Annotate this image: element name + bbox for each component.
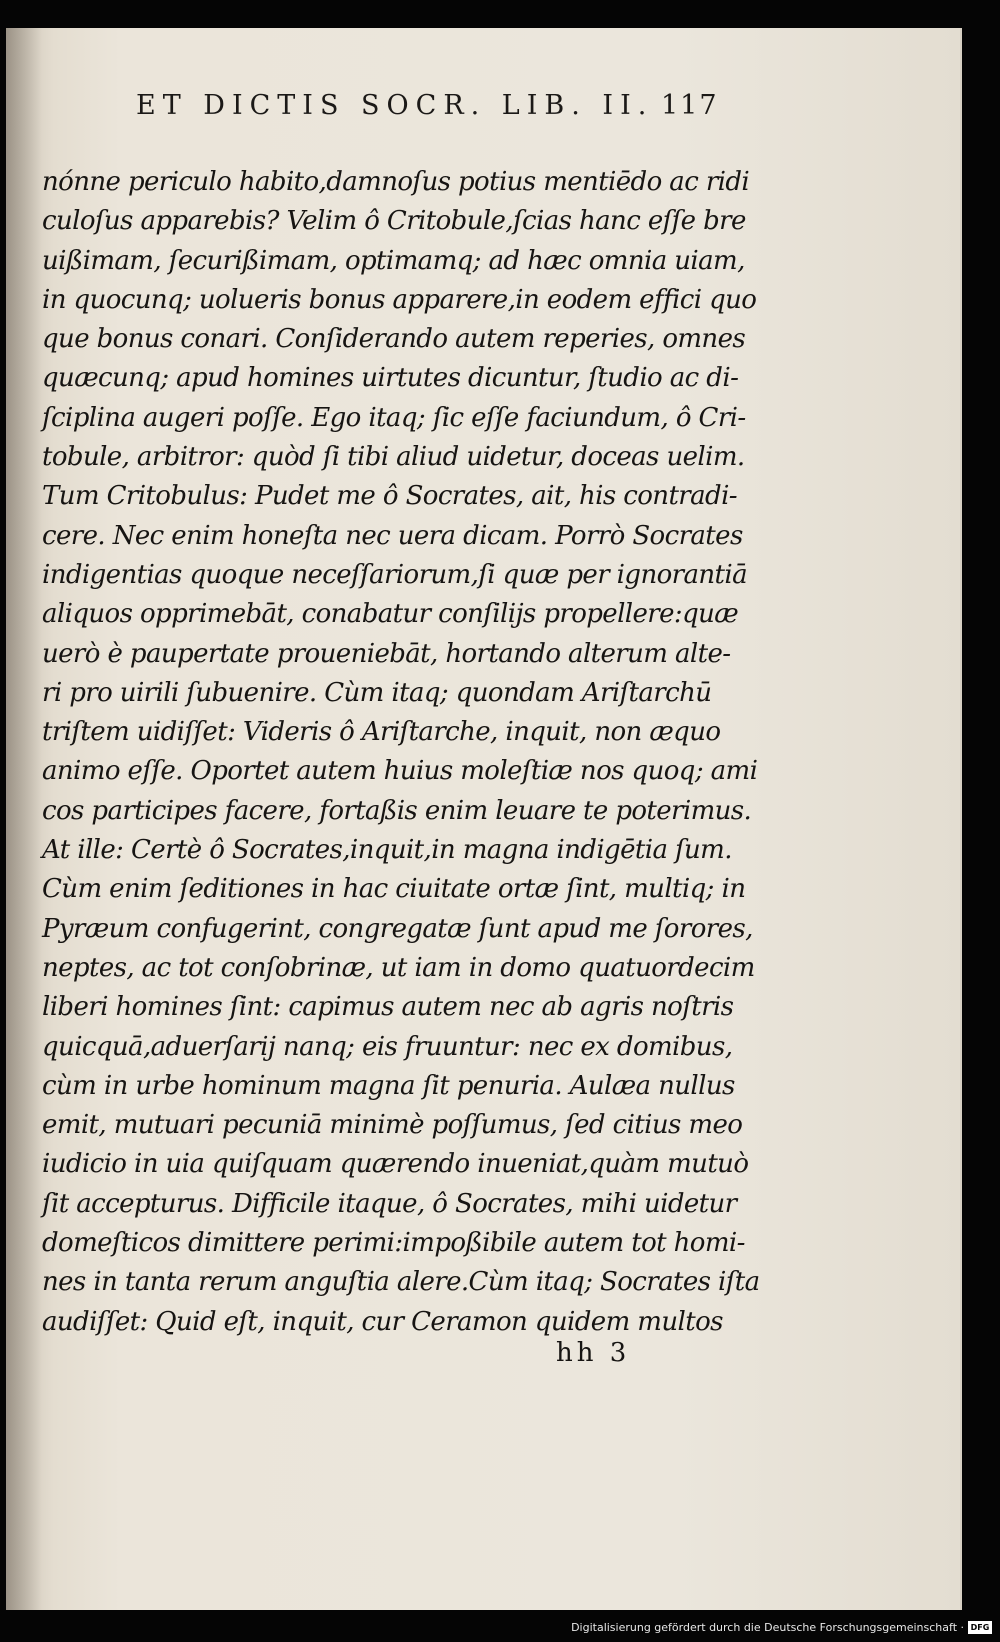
digitization-credit (571, 1615, 992, 1639)
signature-mark: hh 3 (556, 1338, 631, 1368)
text-line: animo eſſe. Oportet autem huius moleſtiæ nos quoq; ami (42, 756, 758, 787)
text-line: uerò è paupertate proueniebāt, hortando alterum alte- (42, 638, 731, 669)
text-line: indigentias quoque neceſſariorum,ſi quæ per ignorantiā (42, 559, 747, 590)
running-head: ET DICTIS SOCR. LIB. II. (136, 90, 654, 121)
text-line: cere. Nec enim honeſta nec uera dicam. Porrò Socrates (42, 520, 743, 551)
text-line: cùm in urbe hominum magna ſit penuria. Aulæa nullus (42, 1070, 735, 1101)
text-line: domeſticos dimittere perimi:impoßibile autem tot homi- (42, 1228, 745, 1259)
text-line: ſit accepturus. Difficile itaque, ô Socrates, mihi uidetur (42, 1188, 737, 1219)
text-line: liberi homines ſint: capimus autem nec ab agris noſtris (42, 992, 734, 1023)
dfg-logo: DFG (968, 1621, 992, 1634)
text-line: At ille: Certè ô Socrates,inquit,in magna indigētia ſum. (42, 835, 732, 866)
text-line: aliquos opprimebāt, conabatur conſilijs propellere:quæ (42, 599, 739, 630)
text-line: neptes, ac tot conſobrinæ, ut iam in domo quatuordecim (42, 952, 755, 983)
body-text (42, 163, 760, 1342)
text-line: Pyræum confugerint, congregatæ ſunt apud me ſorores, (42, 913, 753, 944)
text-line: Tum Critobulus: Pudet me ô Socrates, ait, his contradi- (42, 481, 737, 512)
text-line: iudicio in uia quiſquam quærendo inueniat,quàm mutuò (42, 1149, 749, 1180)
book-page (6, 28, 962, 1610)
credit-text: Digitalisierung gefördert durch die Deutsche Forschungsgemeinschaft · (571, 1620, 964, 1634)
text-line: tobule, arbitror: quòd ſi tibi aliud uidetur, doceas uelim. (42, 442, 745, 473)
text-line: que bonus conari. Conſiderando autem reperies, omnes (42, 324, 746, 355)
text-line: nes in tanta rerum anguſtia alere.Cùm itaq; Socrates iſta (42, 1267, 760, 1298)
text-line: Cùm enim ſeditiones in hac ciuitate ortæ ſint, multiq; in (42, 874, 746, 905)
text-line: emit, mutuari pecuniā minimè poſſumus, ſed citius meo (42, 1110, 743, 1141)
page-number: 117 (661, 90, 719, 121)
text-line: ri pro uirili ſubuenire. Cùm itaq; quondam Ariſtarchū (42, 677, 712, 708)
text-line: audiſſet: Quid eſt, inquit, cur Ceramon quidem multos (42, 1306, 723, 1337)
text-line: quæcunq; apud homines uirtutes dicuntur, ſtudio ac di- (42, 363, 739, 394)
text-line: triſtem uidiſſet: Videris ô Ariſtarche, inquit, non æquo (42, 717, 721, 748)
text-line: quicquā,aduerſarij nanq; eis fruuntur: nec ex domibus, (42, 1031, 733, 1062)
text-line: cos participes facere, fortaßis enim leuare te poterimus. (42, 795, 752, 826)
text-line: uißimam, ſecurißimam, optimamq; ad hæc omnia uiam, (42, 245, 745, 276)
text-line: ſciplina augeri poſſe. Ego itaq; ſic eſſe faciundum, ô Cri- (42, 402, 746, 433)
text-line: in quocunq; uolueris bonus apparere,in eodem effici quo (42, 284, 757, 315)
text-line: nónne periculo habito,damnoſus potius mentiēdo ac ridi (42, 167, 750, 197)
text-line: culoſus apparebis? Velim ô Critobule,ſcias hanc eſſe bre (42, 206, 746, 237)
